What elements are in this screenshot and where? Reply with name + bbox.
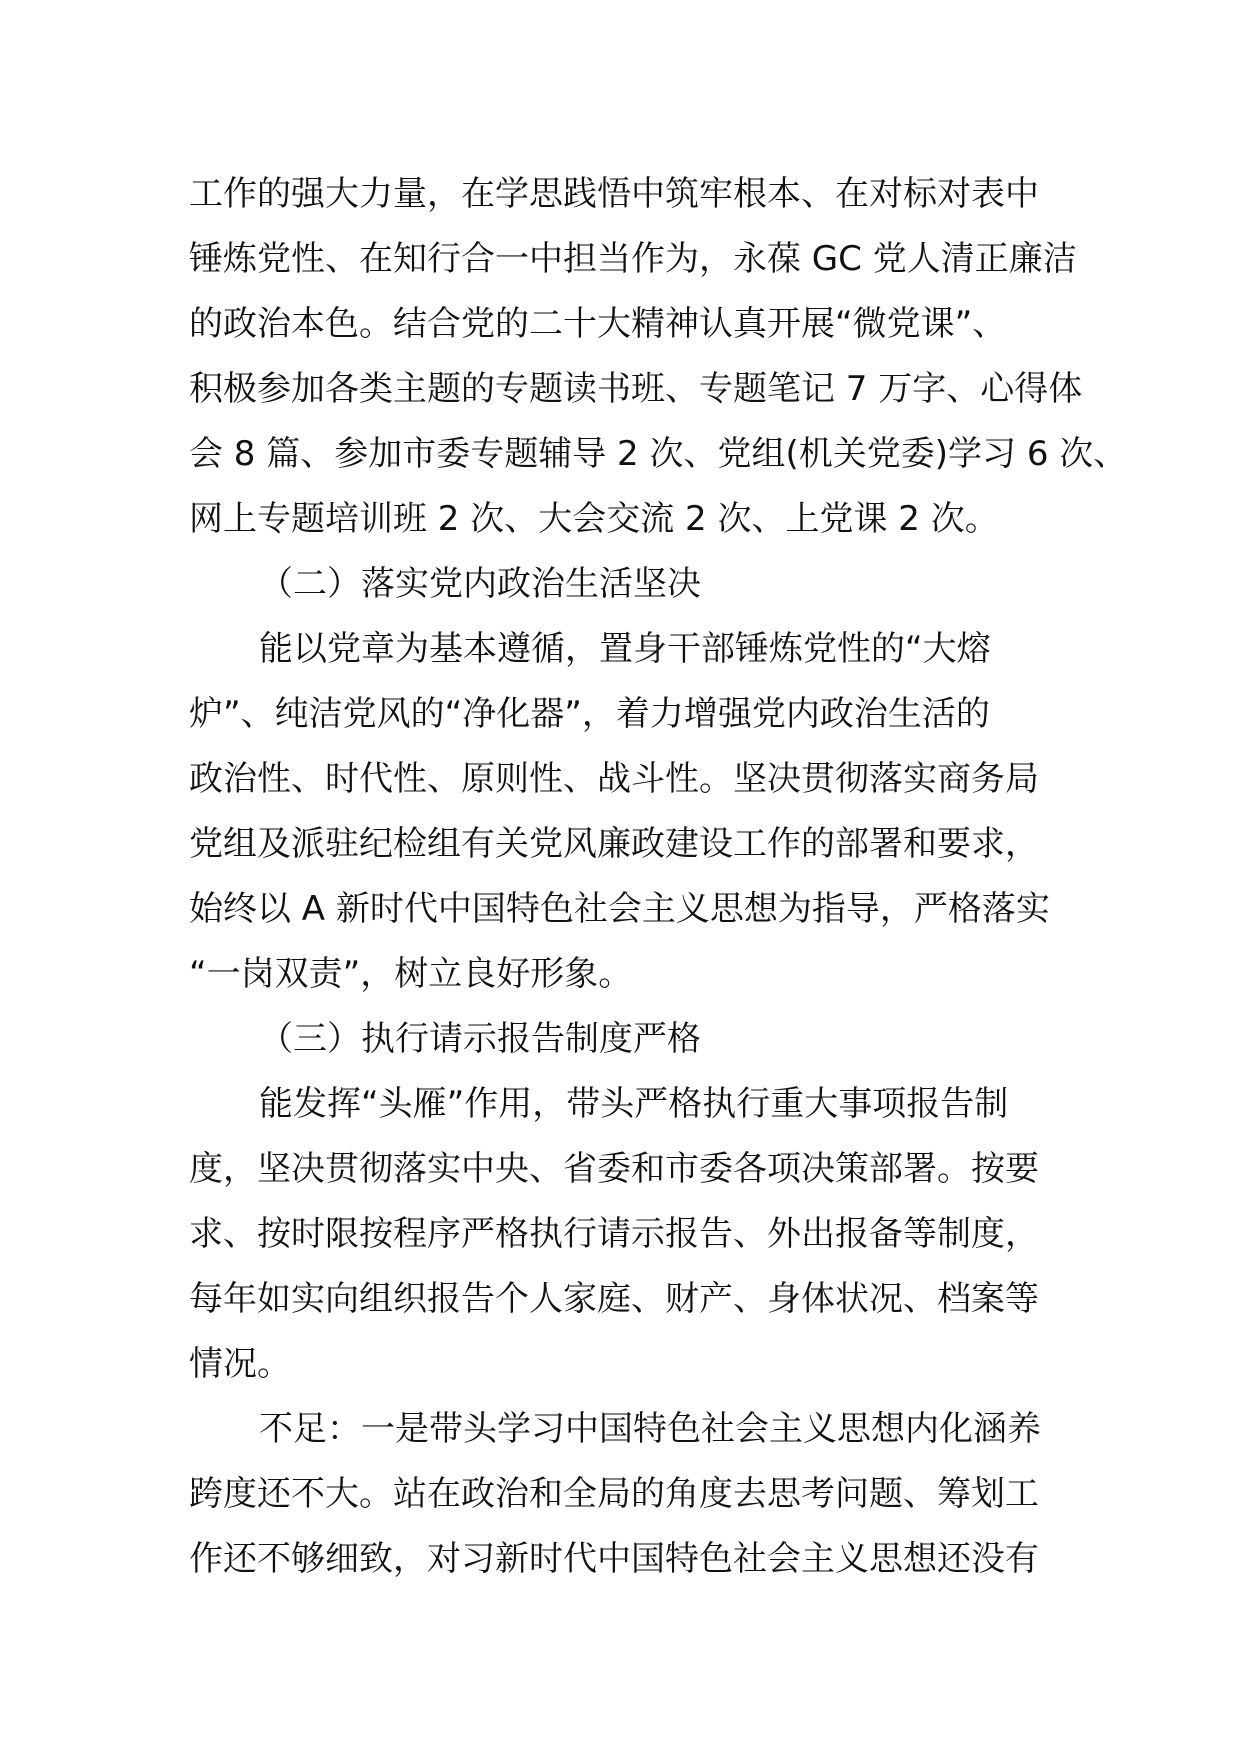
text-line: 求、按时限按程序严格执行请示报告、外出报备等制度，: [189, 1214, 1039, 1254]
text-line: “一岗双责”，树立良好形象。: [189, 954, 633, 994]
text-line: 工作的强大力量，在学思践悟中筑牢根本、在对标对表中: [189, 174, 1039, 214]
text-line: 不足：一是带头学习中国特色社会主义思想内化涵养: [259, 1409, 1041, 1449]
section-heading-2: （二）落实党内政治生活坚决: [259, 564, 701, 604]
document-page: [189, 162, 1128, 1592]
text-line: 会 8 篇、参加市委专题辅导 2 次、党组(机关党委)学习 6 次、: [189, 434, 1128, 474]
text-line: 度，坚决贯彻落实中央、省委和市委各项决策部署。按要: [189, 1149, 1039, 1189]
text-line: 情况。: [189, 1344, 291, 1384]
section-heading-3: （三）执行请示报告制度严格: [259, 1019, 701, 1059]
text-line: 积极参加各类主题的专题读书班、专题笔记 7 万字、心得体: [189, 369, 1083, 409]
text-line: 作还不够细致，对习新时代中国特色社会主义思想还没有: [189, 1539, 1039, 1579]
text-line: 能以党章为基本遵循，置身干部锤炼党性的“大熔: [259, 629, 991, 669]
text-line: 的政治本色。结合党的二十大精神认真开展“微党课”、: [189, 304, 1007, 344]
text-line: 锤炼党性、在知行合一中担当作为，永葆 GC 党人清正廉洁: [189, 239, 1077, 279]
text-line: 炉”、纯洁党风的“净化器”，着力增强党内政治生活的: [189, 694, 990, 734]
text-line: 网上专题培训班 2 次、大会交流 2 次、上党课 2 次。: [189, 499, 999, 539]
text-line: 党组及派驻纪检组有关党风廉政建设工作的部署和要求，: [189, 824, 1039, 864]
text-line: 每年如实向组织报告个人家庭、财产、身体状况、档案等: [189, 1279, 1039, 1319]
text-line: 始终以 A 新时代中国特色社会主义思想为指导，严格落实: [189, 889, 1050, 929]
text-line: 政治性、时代性、原则性、战斗性。坚决贯彻落实商务局: [189, 759, 1039, 799]
text-line: 跨度还不大。站在政治和全局的角度去思考问题、筹划工: [189, 1474, 1039, 1514]
text-line: 能发挥“头雁”作用，带头严格执行重大事项报告制: [259, 1084, 1009, 1124]
